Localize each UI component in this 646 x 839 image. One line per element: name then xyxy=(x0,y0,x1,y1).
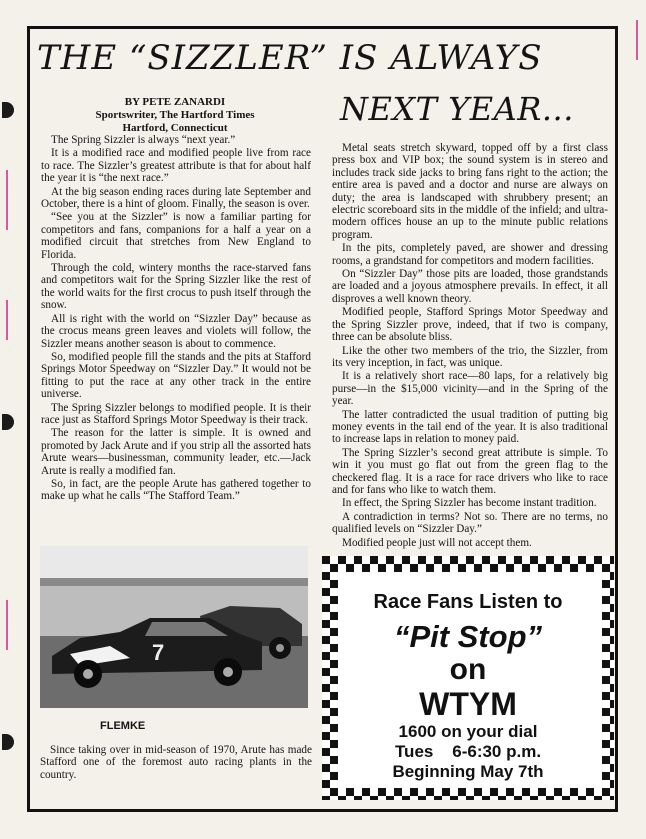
checker-square xyxy=(330,596,338,604)
paragraph: All is right with the world on “Sizzler Day” because as the crocus means green leaves and violets will follow, the Sizzler means another season is about to commence. xyxy=(41,312,311,350)
checker-square xyxy=(378,788,386,796)
checker-square xyxy=(330,740,338,748)
checker-square xyxy=(322,652,330,660)
checker-square xyxy=(330,692,338,700)
ad-line-show-name: “Pit Stop” xyxy=(393,619,543,654)
checker-square xyxy=(602,676,610,684)
checker-square xyxy=(610,700,614,708)
checker-square xyxy=(570,564,578,572)
checker-square xyxy=(610,588,614,596)
checker-square xyxy=(610,620,614,628)
paragraph: Through the cold, wintery months the race-starved fans and competitors wait for the Spring Sizzler like the rest of the world waits for the first crocus to push itself through the snow. xyxy=(41,262,311,312)
binder-hole xyxy=(2,734,14,750)
checker-square xyxy=(594,796,602,800)
checker-square xyxy=(482,556,490,564)
checker-square xyxy=(370,796,378,800)
checker-square xyxy=(610,652,614,660)
checker-square xyxy=(578,796,586,800)
checker-square xyxy=(338,796,346,800)
checker-square xyxy=(610,668,614,676)
paragraph: “See you at the Sizzler” is now a familiar parting for competitors and fans, companions for a half a year on a modified circuit that stretches from New England to Florida. xyxy=(41,211,311,261)
paragraph: Metal seats stretch skyward, topped off by a first class press box and VIP box; the sound system is in stereo and includes track side jacks to bring fans right to the action; the entire area is paved and a doctor and nurse are always on duty; the area is landscaped with shrubbery present; an electric scoreboard sits in the middle of the infield; and ultra-modern offices house an up to the minute public relations program. xyxy=(332,142,608,241)
paragraph: It is a relatively short race—80 laps, for a relatively big purse—in the $15,000 vicinity—and in the Spring of the year. xyxy=(332,370,608,408)
checker-square xyxy=(602,644,610,652)
article-column-left xyxy=(41,134,311,574)
checker-square xyxy=(450,796,458,800)
checker-square xyxy=(322,700,330,708)
checker-square xyxy=(522,564,530,572)
paragraph: A contradiction in terms? Not so. There are no terms, no qualified levels on “Sizzler Day.” xyxy=(332,510,608,536)
checker-square xyxy=(610,636,614,644)
photo-caption-text: Since taking over in mid-season of 1970, Arute has made Stafford one of the foremost auto racing plants in the country. xyxy=(40,744,312,781)
byline-role: Sportswriter, The Hartford Times xyxy=(95,109,255,121)
checker-square xyxy=(586,564,594,572)
checker-square xyxy=(530,796,538,800)
checker-square xyxy=(386,796,394,800)
paragraph: In effect, the Spring Sizzler has become instant tradition. xyxy=(342,497,597,510)
checker-square xyxy=(546,796,554,800)
checker-square xyxy=(402,796,410,800)
checker-square xyxy=(602,564,610,572)
byline-location: Hartford, Connecticut xyxy=(122,122,228,134)
checker-square xyxy=(322,668,330,676)
paragraph: So, in fact, are the people Arute has gathered together to make up what he calls “The Stafford Team.” xyxy=(41,477,311,503)
checker-square xyxy=(610,716,614,724)
checker-square xyxy=(610,732,614,740)
checker-square xyxy=(362,564,370,572)
checker-square xyxy=(322,572,330,580)
checker-square xyxy=(458,788,466,796)
paragraph: On “Sizzler Day” those pits are loaded, those grandstands are loaded and a joyous atmosphere prevails. In effect, it all disproves a well known theory. xyxy=(332,268,608,305)
checker-square xyxy=(346,564,354,572)
checker-square xyxy=(514,796,522,800)
checker-square xyxy=(322,556,330,564)
ad-line-start-date: Beginning May 7th xyxy=(392,762,544,781)
checker-square xyxy=(362,788,370,796)
checker-square xyxy=(370,556,378,564)
paragraph: It is a modified race and modified people live from race to race. The Sizzler’s greatest attribute is that for about half the year it is “the next race.” xyxy=(41,147,311,185)
checker-square xyxy=(330,788,338,796)
checker-square xyxy=(474,788,482,796)
paragraph: The Spring Sizzler belongs to modified people. It is their race just as Stafford Springs Motor Speedway is their track. xyxy=(41,401,311,426)
checker-square xyxy=(378,564,386,572)
checker-square xyxy=(426,564,434,572)
checker-square xyxy=(602,660,610,668)
paragraph: The latter contradicted the usual tradition of putting big money events in the tail end of the year. It is also traditional to increase laps in relation to money paid. xyxy=(332,408,608,446)
checker-square xyxy=(322,796,330,800)
checker-square xyxy=(354,796,362,800)
checker-square xyxy=(354,556,362,564)
checker-square xyxy=(330,564,338,572)
paragraph: So, modified people fill the stands and the pits at Stafford Springs Motor Speedway on “Sizzler Day.” It would not be fitting to put the race at any other track in the entire universe. xyxy=(41,350,311,401)
checker-square xyxy=(602,692,610,700)
checker-square xyxy=(610,764,614,772)
checker-square xyxy=(322,716,330,724)
checker-square xyxy=(434,556,442,564)
checker-square xyxy=(594,556,602,564)
checker-square xyxy=(602,628,610,636)
checker-square xyxy=(330,580,338,588)
checker-square xyxy=(538,564,546,572)
checker-square xyxy=(554,564,562,572)
checker-square xyxy=(386,556,394,564)
paragraph: The Spring Sizzler’s second great attribute is simple. To win it you must go flat out from the green flag to the checkered flag. It is a race for race drivers who like to race and for fans who like to watch them. xyxy=(332,446,608,496)
binder-hole xyxy=(2,414,14,430)
paragraph: The Spring Sizzler is always “next year.” xyxy=(51,134,236,146)
svg-text:7: 7 xyxy=(152,640,165,665)
checker-square xyxy=(394,788,402,796)
checker-square xyxy=(602,772,610,780)
checker-square xyxy=(330,724,338,732)
checker-square xyxy=(562,796,570,800)
checker-square xyxy=(322,748,330,756)
checker-square xyxy=(562,556,570,564)
checker-square xyxy=(498,796,506,800)
paragraph: The reason for the latter is simple. It is owned and promoted by Jack Arute and if you strip all the assorted hats Arute wears—businessman, community leader, etc.—Jack Arute is really a modified fan. xyxy=(41,427,311,477)
checker-square xyxy=(530,556,538,564)
checker-square xyxy=(514,556,522,564)
race-car-photo xyxy=(40,546,308,708)
checker-square xyxy=(442,564,450,572)
checker-square xyxy=(418,556,426,564)
checker-square xyxy=(482,796,490,800)
margin-mark xyxy=(636,20,638,60)
checker-square xyxy=(610,556,614,564)
checker-square xyxy=(610,604,614,612)
checker-square xyxy=(322,764,330,772)
checker-square xyxy=(506,564,514,572)
paragraph: Modified people just will not accept them. xyxy=(342,536,532,549)
checker-square xyxy=(578,556,586,564)
radio-advertisement xyxy=(322,556,614,800)
checker-square xyxy=(602,596,610,604)
margin-mark xyxy=(6,600,8,650)
paragraph: In the pits, completely paved, are shower and dressing rooms, a grandstand for competitors and modern facilities. xyxy=(332,242,608,267)
checker-square xyxy=(330,756,338,764)
checker-square xyxy=(466,556,474,564)
checker-square xyxy=(474,564,482,572)
margin-mark xyxy=(6,170,8,230)
checker-square xyxy=(538,788,546,796)
checker-square xyxy=(338,556,346,564)
checker-square xyxy=(602,580,610,588)
checker-square xyxy=(570,788,578,796)
checker-square xyxy=(346,788,354,796)
checker-square xyxy=(322,684,330,692)
checker-square xyxy=(394,564,402,572)
byline xyxy=(40,96,310,135)
checker-square xyxy=(602,612,610,620)
headline-line-2: NEXT YEAR... xyxy=(340,90,574,128)
checker-square xyxy=(602,708,610,716)
ad-line-race-fans: Race Fans Listen to xyxy=(373,591,563,613)
ad-line-frequency: 1600 on your dial xyxy=(398,722,538,741)
photo-caption: FLEMKE xyxy=(100,720,146,732)
checker-square xyxy=(498,556,506,564)
checker-square xyxy=(602,756,610,764)
checker-square xyxy=(322,732,330,740)
checker-square xyxy=(330,708,338,716)
byline-author: BY PETE ZANARDI xyxy=(124,96,226,108)
headline-line-1: THE “SIZZLER” IS ALWAYS xyxy=(37,38,543,78)
checker-square xyxy=(602,788,610,796)
checker-square xyxy=(330,644,338,652)
checker-square xyxy=(586,788,594,796)
checker-square xyxy=(322,780,330,788)
paragraph: Like the other two members of the trio, the Sizzler, from its very inception, in fact, was unique. xyxy=(332,344,608,369)
checker-square xyxy=(602,724,610,732)
checker-square xyxy=(546,556,554,564)
checker-square xyxy=(490,788,498,796)
checker-square xyxy=(522,788,530,796)
margin-mark xyxy=(6,300,8,340)
checker-square xyxy=(426,788,434,796)
checker-square xyxy=(330,628,338,636)
checker-square xyxy=(602,740,610,748)
checker-square xyxy=(410,564,418,572)
checker-square xyxy=(610,780,614,788)
checker-square xyxy=(458,564,466,572)
checker-square xyxy=(330,676,338,684)
ad-line-time: Tues 6-6:30 p.m. xyxy=(394,742,542,761)
checker-square xyxy=(490,564,498,572)
checker-square xyxy=(466,796,474,800)
checker-square xyxy=(610,684,614,692)
checker-square xyxy=(322,620,330,628)
checker-square xyxy=(322,588,330,596)
checker-square xyxy=(434,796,442,800)
checker-square xyxy=(402,556,410,564)
checker-square xyxy=(322,636,330,644)
checker-square xyxy=(554,788,562,796)
ad-line-on: on xyxy=(449,653,487,686)
checker-square xyxy=(442,788,450,796)
ad-content xyxy=(338,572,598,784)
checker-square xyxy=(410,788,418,796)
checker-square xyxy=(330,772,338,780)
binder-hole xyxy=(2,102,14,118)
paragraph: At the big season ending races during late September and October, there is a hint of gloom. Finally, the season is over. xyxy=(41,185,311,211)
checker-square xyxy=(418,796,426,800)
checker-square xyxy=(610,796,614,800)
paragraph: Modified people, Stafford Springs Motor Speedway and the Spring Sizzler prove, indeed, that if two is company, three can be absolute bliss. xyxy=(332,306,608,344)
checker-square xyxy=(506,788,514,796)
race-car-illustration xyxy=(40,546,308,708)
checker-square xyxy=(330,660,338,668)
checker-square xyxy=(450,556,458,564)
checker-square xyxy=(610,572,614,580)
article-column-right xyxy=(332,142,608,554)
checker-square xyxy=(610,748,614,756)
checker-square xyxy=(330,612,338,620)
checker-square xyxy=(322,604,330,612)
ad-line-station: WTYM xyxy=(419,686,517,722)
